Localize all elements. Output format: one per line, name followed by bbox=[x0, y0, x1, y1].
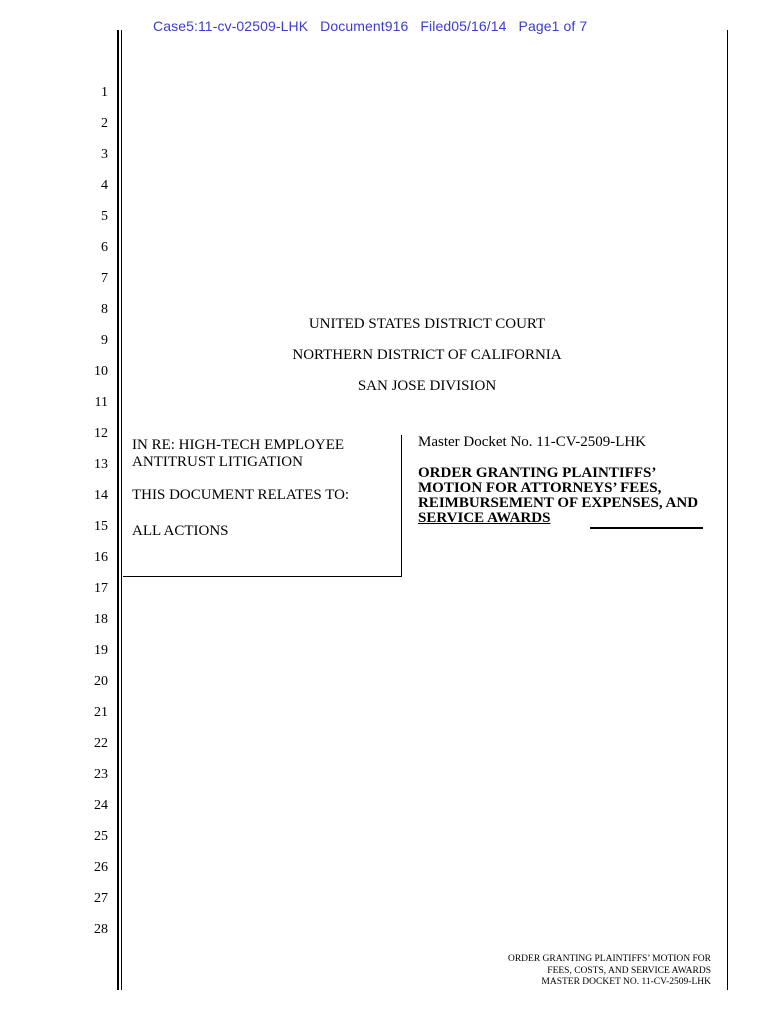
order-title-line1: ORDER GRANTING PLAINTIFFS’ bbox=[418, 465, 657, 481]
line-number: 16 bbox=[94, 550, 108, 565]
court-name: UNITED STATES DISTRICT COURT bbox=[308, 316, 546, 332]
line-number: 6 bbox=[101, 240, 108, 255]
line-number: 11 bbox=[94, 395, 108, 410]
order-title-line3: REIMBURSEMENT OF EXPENSES, AND bbox=[418, 495, 699, 511]
line-number: 7 bbox=[101, 271, 108, 286]
order-title-underline bbox=[590, 527, 703, 529]
right-margin-rule bbox=[727, 30, 728, 990]
line-number: 15 bbox=[94, 519, 108, 534]
line-number: 5 bbox=[101, 209, 108, 224]
left-margin-rule-outer bbox=[117, 30, 119, 990]
case-title-line1: IN RE: HIGH-TECH EMPLOYEE bbox=[132, 437, 345, 453]
footer-line2: FEES, COSTS, AND SERVICE AWARDS bbox=[547, 966, 711, 976]
order-title-line4: SERVICE AWARDS bbox=[418, 510, 551, 526]
relates-to-label: THIS DOCUMENT RELATES TO: bbox=[132, 487, 350, 503]
caption-bottom-rule bbox=[123, 576, 402, 577]
line-number: 17 bbox=[94, 581, 108, 596]
line-number: 27 bbox=[94, 891, 108, 906]
line-number: 10 bbox=[94, 364, 108, 379]
line-number: 8 bbox=[101, 302, 108, 317]
case-number: Case5:11-cv-02509-LHK bbox=[153, 18, 309, 34]
line-number: 25 bbox=[94, 829, 108, 844]
line-number: 12 bbox=[94, 426, 108, 441]
left-margin-rule-inner bbox=[121, 30, 122, 990]
caption-vertical-rule bbox=[401, 435, 402, 577]
line-number: 28 bbox=[94, 922, 108, 937]
line-number: 21 bbox=[94, 705, 108, 720]
line-number: 18 bbox=[94, 612, 108, 627]
order-title-line2: MOTION FOR ATTORNEYS’ FEES, bbox=[418, 480, 662, 496]
line-number: 3 bbox=[101, 147, 108, 162]
filing-header-stamp bbox=[153, 18, 587, 34]
page-count: Page1 of 7 bbox=[518, 18, 588, 34]
court-district: NORTHERN DISTRICT OF CALIFORNIA bbox=[292, 347, 562, 363]
filed-date: Filed05/16/14 bbox=[420, 18, 507, 34]
case-title-line2: ANTITRUST LITIGATION bbox=[132, 454, 303, 470]
court-division: SAN JOSE DIVISION bbox=[357, 378, 497, 394]
order-title bbox=[418, 466, 718, 526]
footer-line1: ORDER GRANTING PLAINTIFFS’ MOTION FOR bbox=[507, 954, 711, 964]
footer-line3: MASTER DOCKET NO. 11-CV-2509-LHK bbox=[541, 977, 711, 987]
line-number: 19 bbox=[94, 643, 108, 658]
all-actions-label: ALL ACTIONS bbox=[132, 523, 229, 539]
line-number: 23 bbox=[94, 767, 108, 782]
line-number: 20 bbox=[94, 674, 108, 689]
master-docket-number: Master Docket No. 11-CV-2509-LHK bbox=[418, 434, 647, 450]
line-number: 1 bbox=[101, 85, 108, 100]
line-number: 13 bbox=[94, 457, 108, 472]
line-number: 4 bbox=[101, 178, 108, 193]
line-number: 9 bbox=[101, 333, 108, 348]
line-number: 2 bbox=[101, 116, 108, 131]
line-number: 14 bbox=[94, 488, 108, 503]
line-number: 24 bbox=[94, 798, 108, 813]
document-number: Document916 bbox=[320, 18, 409, 34]
line-number: 26 bbox=[94, 860, 108, 875]
line-number: 22 bbox=[94, 736, 108, 751]
